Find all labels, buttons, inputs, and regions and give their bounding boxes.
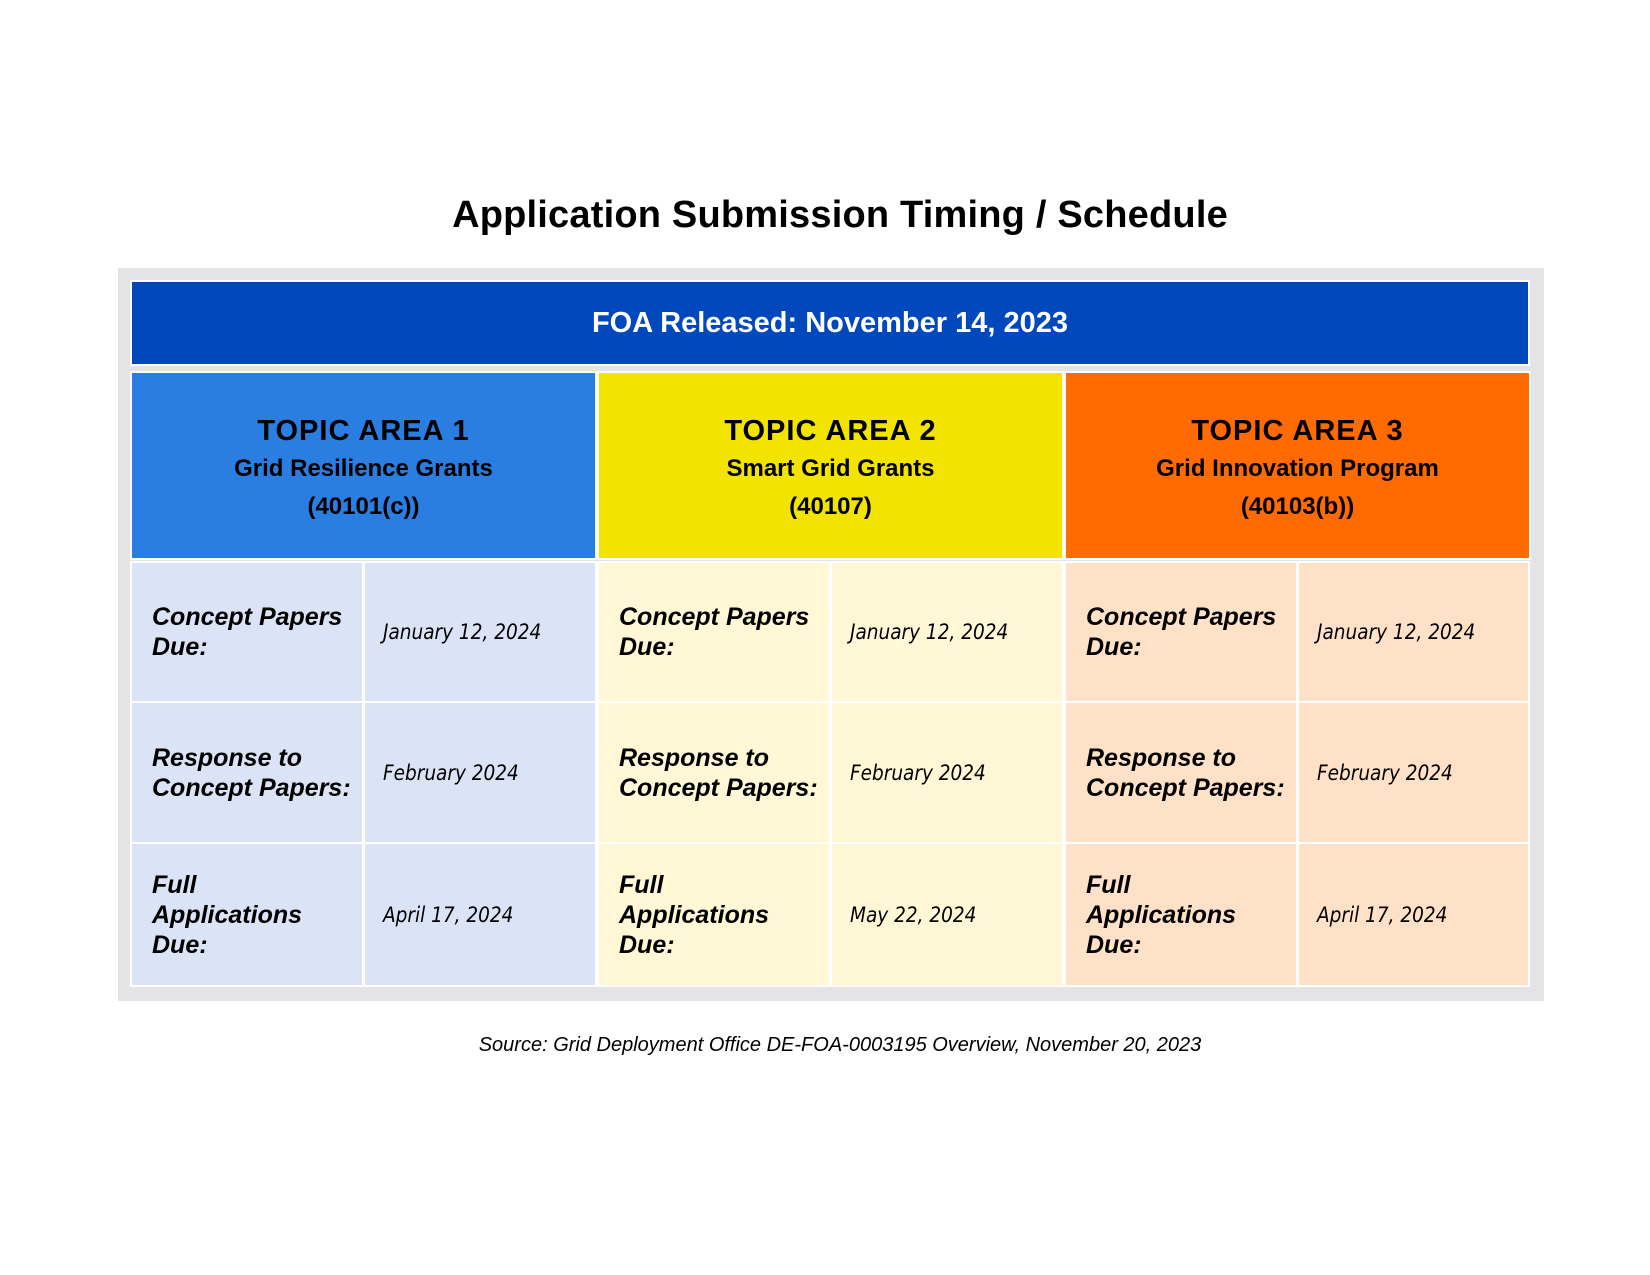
topic-3-response-date [1297,701,1530,844]
topic-name: Grid Resilience Grants [234,455,493,482]
topic-code: (40103(b)) [1240,493,1355,520]
date-value: April 17, 2024 [1317,902,1448,927]
topic-1-response-label: Response to Concept Papers: [130,701,364,844]
topic-code: (40101(c)) [307,493,420,520]
date-value: February 2024 [1317,760,1453,785]
topic-3-concept-papers-date [1297,561,1530,703]
topic-name: Smart Grid Grants [726,455,935,482]
date-value: February 2024 [850,760,986,785]
topic-2-response-date [830,701,1064,844]
topic-1-full-applications-label: Full Applications Due: [130,842,364,987]
topic-1-full-applications-date [363,842,597,987]
topic-2-full-applications-date [830,842,1064,987]
topic-1-concept-papers-date [363,561,597,703]
topic-2-concept-papers-label: Concept Papers Due: [597,561,831,703]
topic-1-response-date [363,701,597,844]
date-value: April 17, 2024 [383,902,514,927]
topic-number: TOPIC AREA 1 [257,415,470,447]
date-value: January 12, 2024 [1317,620,1476,644]
page-title: Application Submission Timing / Schedule [452,194,1228,236]
topic-code: (40107) [789,493,872,520]
topic-area-2-header [597,371,1064,560]
topic-3-response-label: Response to Concept Papers: [1064,701,1298,844]
topic-area-3-header [1064,371,1531,560]
date-value: January 12, 2024 [383,620,542,644]
topic-3-concept-papers-label: Concept Papers Due: [1064,561,1298,703]
topic-area-1-header [130,371,597,560]
topic-3-full-applications-label: Full Applications Due: [1064,842,1298,987]
topic-number: TOPIC AREA 3 [1191,415,1404,447]
topic-number: TOPIC AREA 2 [724,415,937,447]
foa-release-banner: FOA Released: November 14, 2023 [130,280,1530,366]
topic-2-concept-papers-date [830,561,1064,703]
date-value: May 22, 2024 [850,902,977,927]
date-value: January 12, 2024 [850,620,1009,644]
topic-3-full-applications-date [1297,842,1530,987]
date-value: February 2024 [383,760,519,785]
topic-2-response-label: Response to Concept Papers: [597,701,831,844]
topic-2-full-applications-label: Full Applications Due: [597,842,831,987]
topic-name: Grid Innovation Program [1156,455,1439,482]
source-citation: Source: Grid Deployment Office DE-FOA-0003195 Overview, November 20, 2023 [478,1034,1202,1056]
topic-1-concept-papers-label: Concept Papers Due: [130,561,364,703]
